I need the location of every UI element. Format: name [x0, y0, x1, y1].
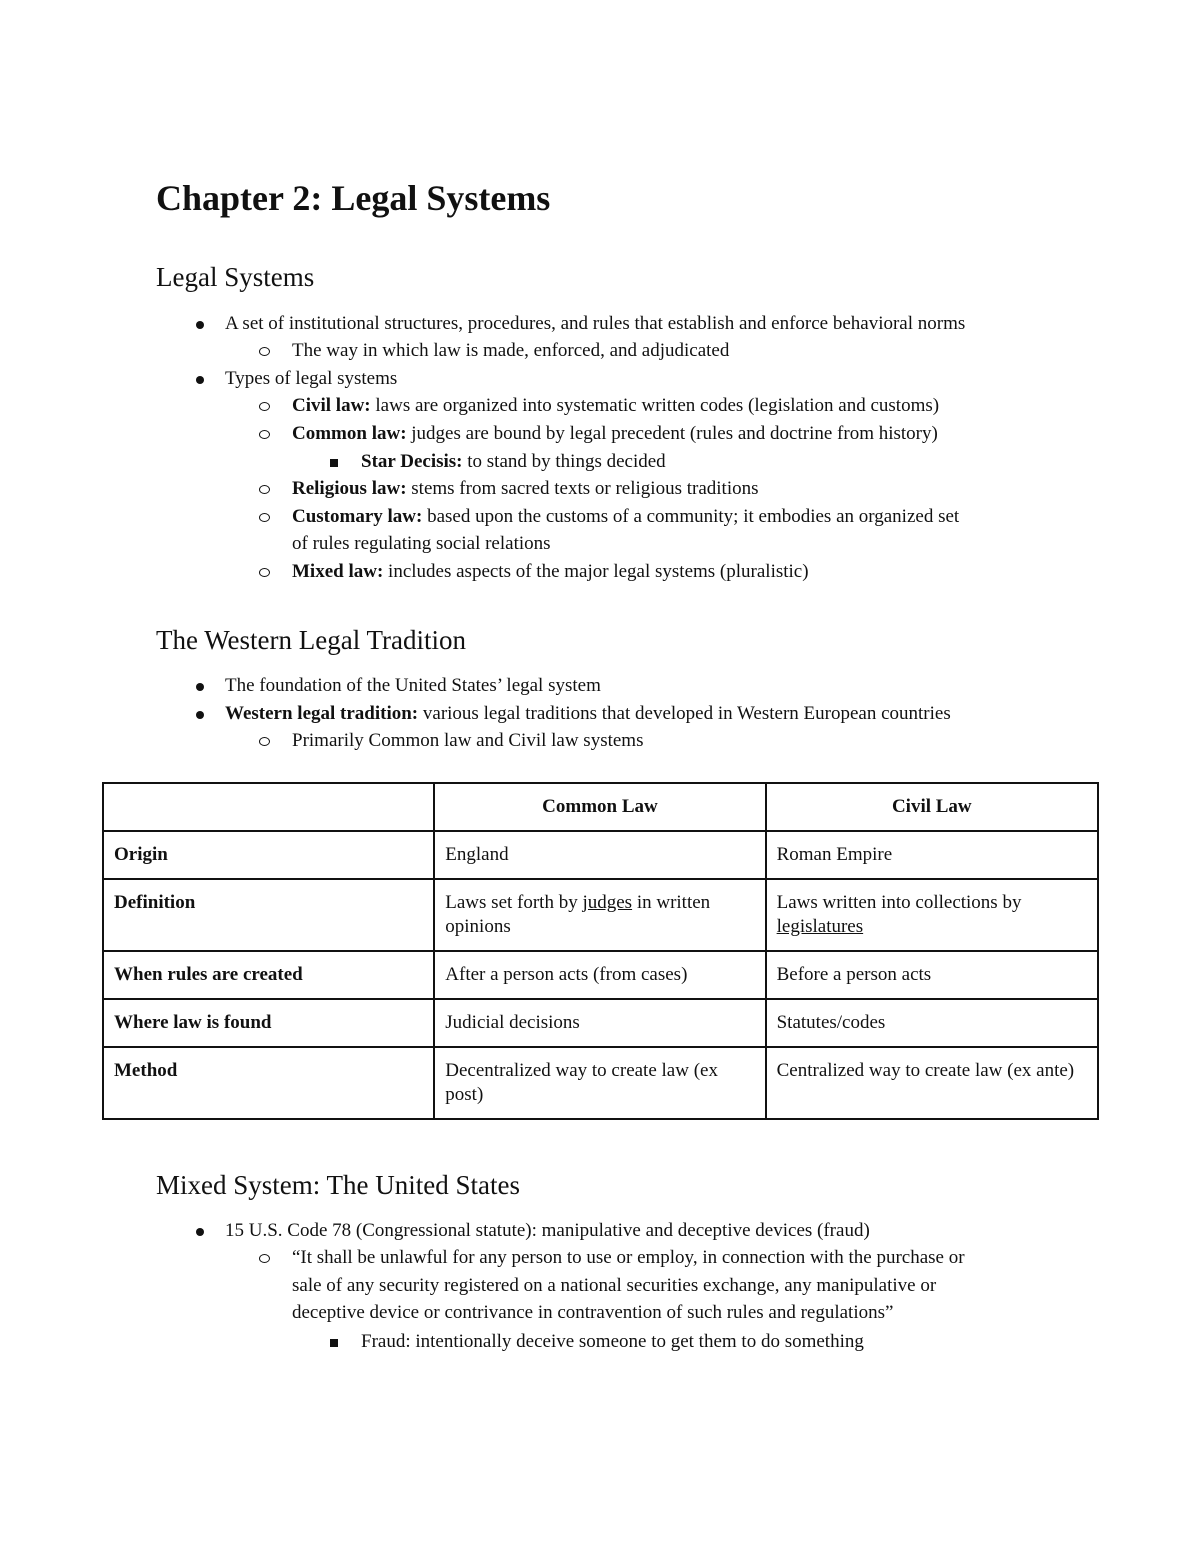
- table-cell: After a person acts (from cases): [434, 951, 765, 999]
- section-heading-mixed-system: Mixed System: The United States: [156, 1170, 520, 1200]
- bullet-circle-icon: [254, 421, 274, 447]
- list-item-western-legal-tradition: [225, 701, 951, 727]
- table-row: [103, 831, 1098, 879]
- row-label: Origin: [103, 831, 434, 879]
- list-item-mixed-law: [292, 559, 809, 585]
- cell-text: in written opinions: [445, 892, 711, 937]
- table-cell: Centralized way to create law (ex ante): [766, 1047, 1098, 1119]
- bullet-disc-icon: [190, 673, 210, 699]
- definition-customary-law-cont: of rules regulating social relations: [292, 533, 551, 554]
- underlined-term: legislatures: [776, 916, 864, 937]
- bullet-circle-icon: [254, 393, 274, 419]
- table-header-cell: [103, 783, 434, 831]
- bullet-disc-icon: [190, 366, 210, 392]
- cell-text: Laws set forth by: [445, 892, 583, 913]
- definition-mixed-law: includes aspects of the major legal systems (pluralistic): [383, 561, 809, 582]
- table-row: [103, 999, 1098, 1047]
- bullet-square-icon: [324, 1329, 344, 1355]
- list-item-stare-decisis: [361, 449, 666, 475]
- definition-stare-decisis: to stand by things decided: [462, 451, 666, 472]
- list-item-civil-law: [292, 393, 939, 419]
- cell-text: Laws written into collections by: [776, 892, 1022, 913]
- term-common-law: Common law:: [292, 423, 407, 444]
- table-header-cell: Civil Law: [766, 783, 1098, 831]
- term-mixed-law: Mixed law:: [292, 561, 384, 582]
- row-label: Method: [103, 1047, 434, 1119]
- statute-quote-line: sale of any security registered on a national securities exchange, any manipulative or: [292, 1275, 937, 1296]
- list-item: The foundation of the United States’ legal system: [225, 675, 601, 696]
- table-cell: Judicial decisions: [434, 999, 765, 1047]
- term-western-legal-tradition: Western legal tradition:: [225, 703, 419, 724]
- list-item: The way in which law is made, enforced, and adjudicated: [292, 340, 730, 361]
- list-item-common-law: [292, 421, 938, 447]
- term-civil-law: Civil law:: [292, 395, 371, 416]
- term-stare-decisis: Star Decisis:: [361, 451, 463, 472]
- list-item-religious-law: [292, 476, 759, 502]
- comparison-table: [102, 782, 1099, 1120]
- term-customary-law: Customary law:: [292, 506, 423, 527]
- list-item: Fraud: intentionally deceive someone to get them to do something: [361, 1331, 864, 1352]
- bullet-disc-icon: [190, 311, 210, 337]
- table-cell: England: [434, 831, 765, 879]
- list-item-customary-law: [292, 504, 959, 530]
- bullet-circle-icon: [254, 476, 274, 502]
- bullet-circle-icon: [254, 338, 274, 364]
- statute-quote-line: deceptive device or contrivance in contravention of such rules and regulations”: [292, 1302, 894, 1323]
- list-item: Types of legal systems: [225, 368, 398, 389]
- bullet-circle-icon: [254, 728, 274, 754]
- table-cell: Statutes/codes: [766, 999, 1098, 1047]
- table-cell: [766, 879, 1098, 951]
- table-cell: Before a person acts: [766, 951, 1098, 999]
- bullet-circle-icon: [254, 1245, 274, 1271]
- bullet-circle-icon: [254, 559, 274, 585]
- page-title: Chapter 2: Legal Systems: [156, 178, 551, 218]
- underlined-term: judges: [582, 892, 633, 913]
- section-heading-legal-systems: Legal Systems: [156, 262, 315, 292]
- definition-common-law: judges are bound by legal precedent (rules and doctrine from history): [406, 423, 938, 444]
- list-item: Primarily Common law and Civil law systems: [292, 730, 644, 751]
- table-row: [103, 879, 1098, 951]
- definition-civil-law: laws are organized into systematic written codes (legislation and customs): [370, 395, 940, 416]
- definition-customary-law: based upon the customs of a community; it embodies an organized set: [422, 506, 960, 527]
- statute-quote-line: “It shall be unlawful for any person to use or employ, in connection with the purchase or: [292, 1247, 965, 1268]
- term-religious-law: Religious law:: [292, 478, 407, 499]
- table-row: [103, 1047, 1098, 1119]
- table-row: [103, 951, 1098, 999]
- bullet-square-icon: [324, 449, 344, 475]
- table-cell: Roman Empire: [766, 831, 1098, 879]
- table-cell: [434, 879, 765, 951]
- bullet-circle-icon: [254, 504, 274, 530]
- row-label: Where law is found: [103, 999, 434, 1047]
- row-label: When rules are created: [103, 951, 434, 999]
- bullet-disc-icon: [190, 701, 210, 727]
- list-item: 15 U.S. Code 78 (Congressional statute): manipulative and deceptive devices (fraud): [225, 1220, 870, 1241]
- table-cell: Decentralized way to create law (ex post): [434, 1047, 765, 1119]
- table-header-row: [103, 783, 1098, 831]
- section-heading-western-legal-tradition: The Western Legal Tradition: [156, 625, 467, 655]
- definition-western-legal-tradition: various legal traditions that developed in Western European countries: [418, 703, 951, 724]
- row-label: Definition: [103, 879, 434, 951]
- list-item: A set of institutional structures, procedures, and rules that establish and enforce behavioral norms: [225, 313, 966, 334]
- definition-religious-law: stems from sacred texts or religious traditions: [406, 478, 759, 499]
- bullet-disc-icon: [190, 1218, 210, 1244]
- table-header-cell: Common Law: [434, 783, 765, 831]
